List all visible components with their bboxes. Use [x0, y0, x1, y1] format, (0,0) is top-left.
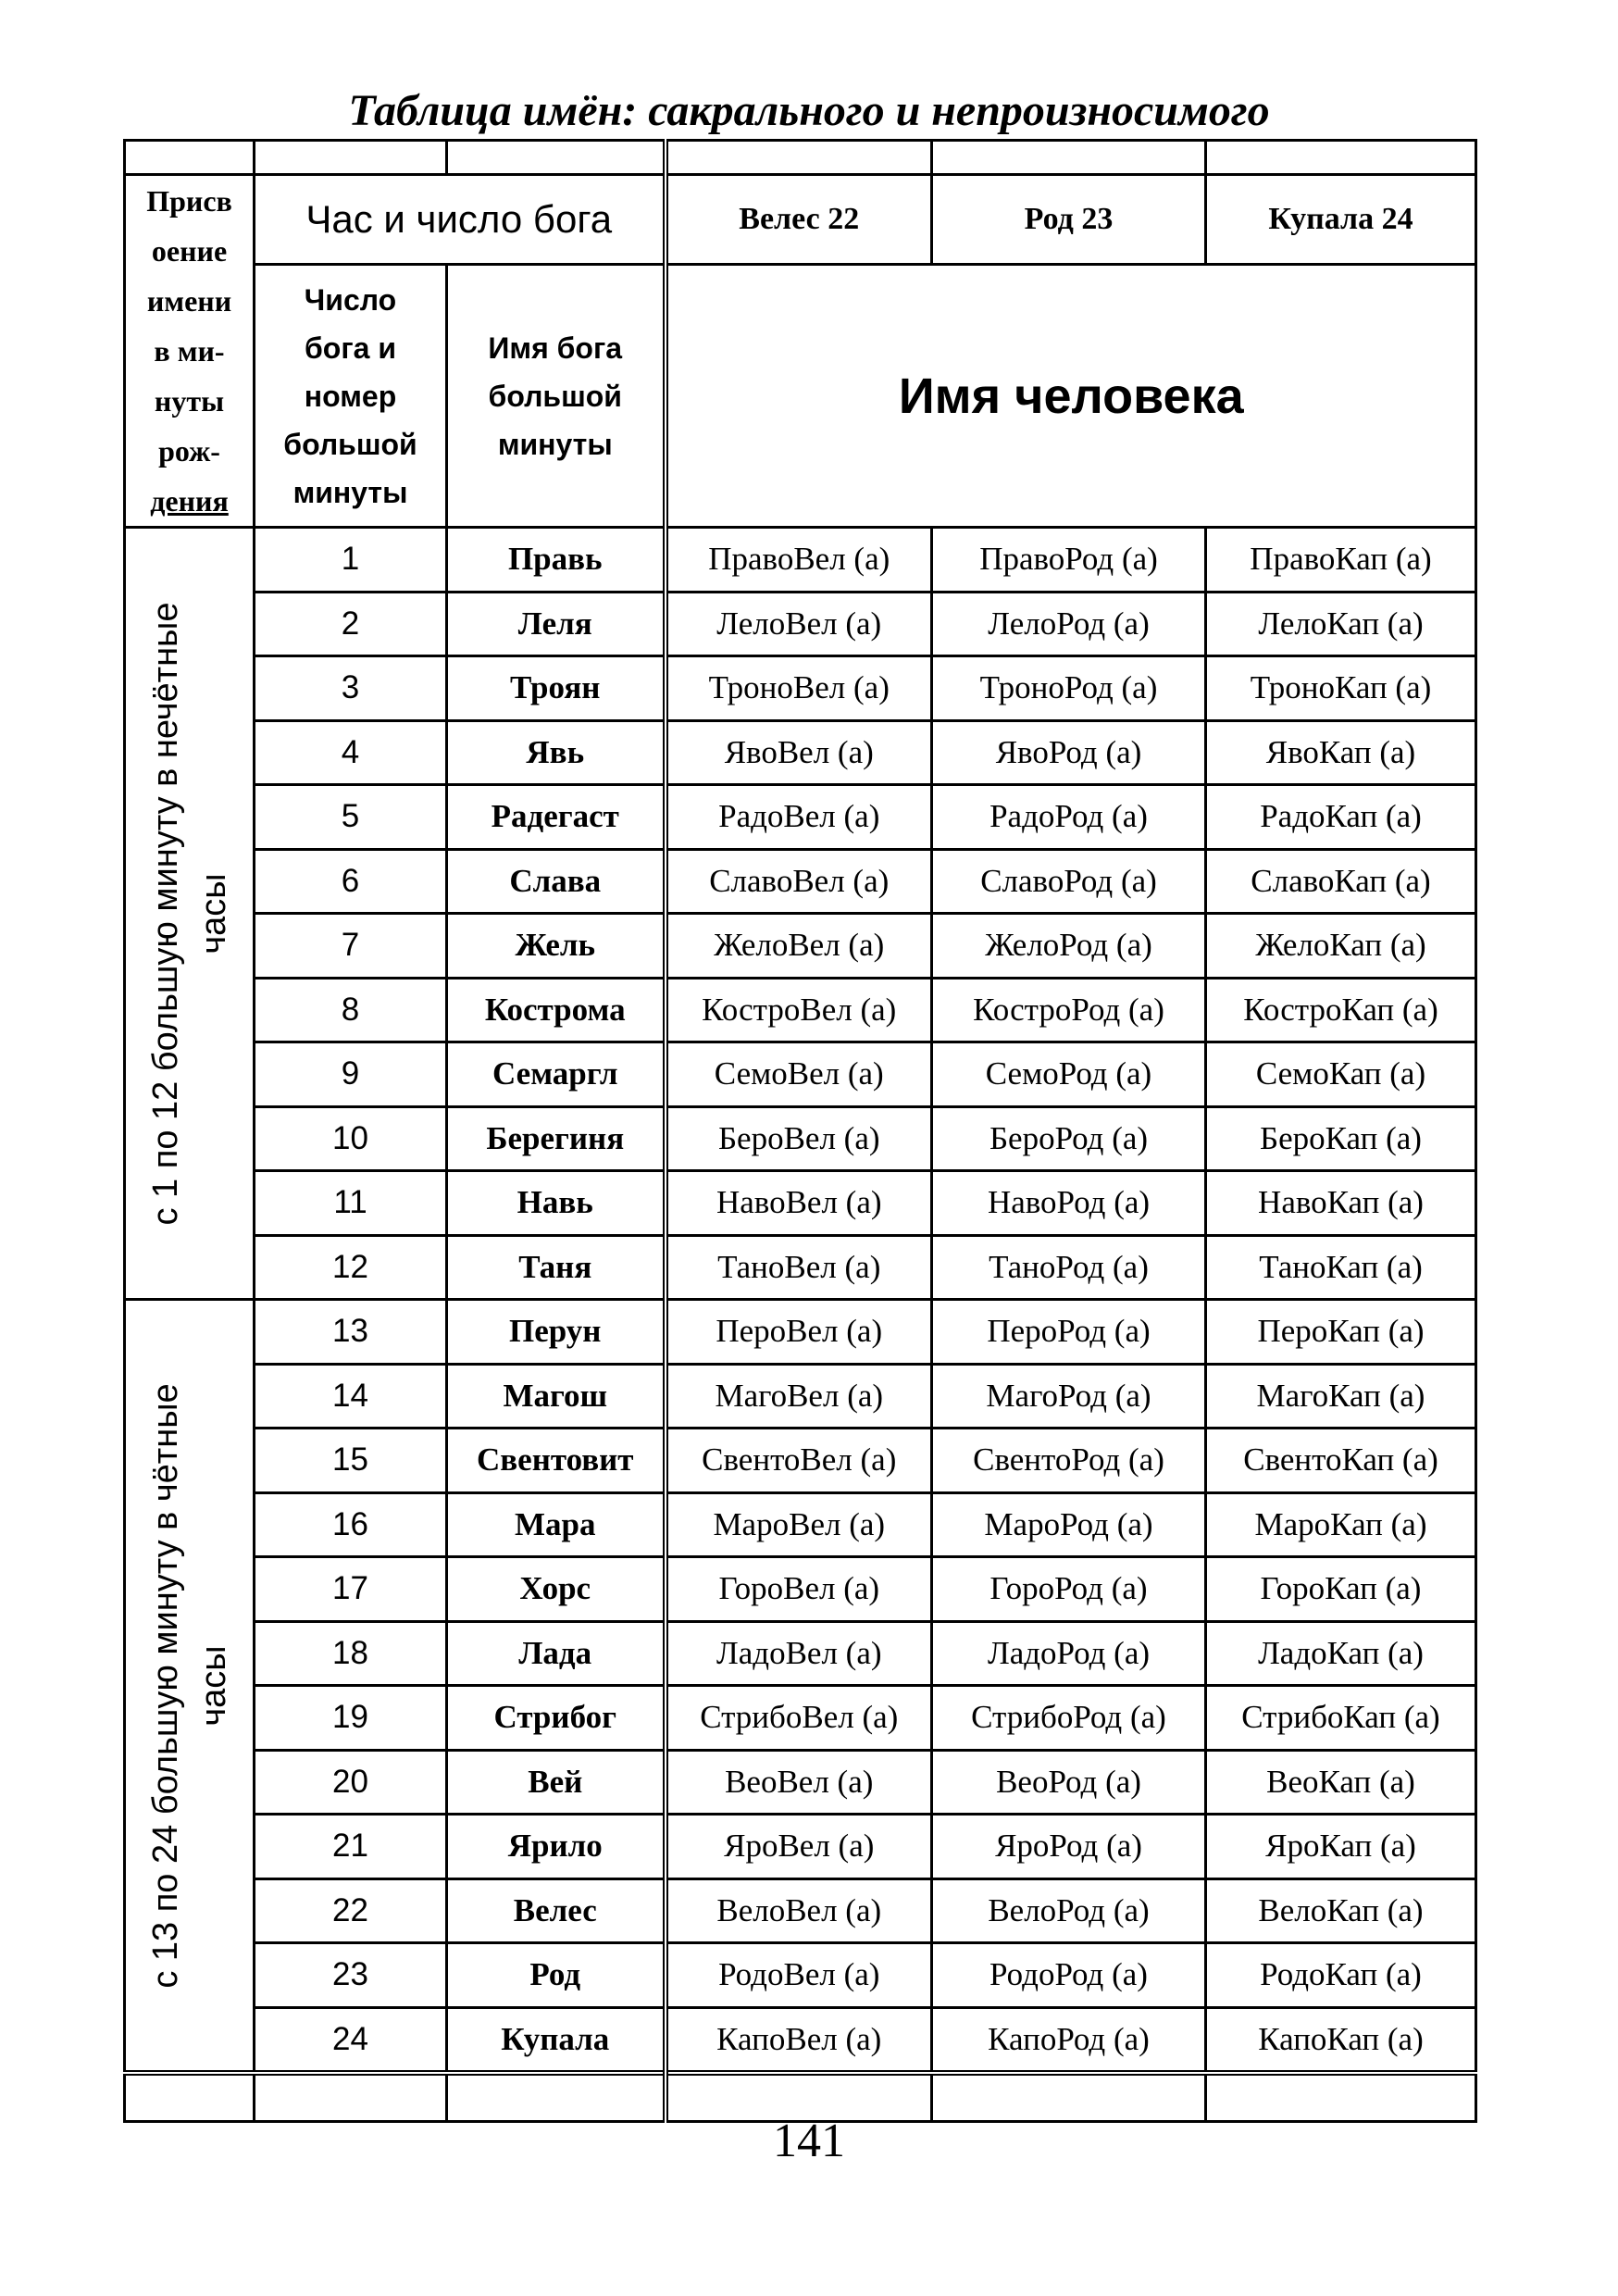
table-row [125, 1364, 1476, 1429]
hour-group-line: с 13 по 24 большую минуту в чётные [145, 1382, 185, 1989]
god-name-header [447, 265, 666, 528]
name-kupala-cell: ПравоКап (а) [1206, 528, 1476, 593]
assignment-header [125, 175, 255, 528]
table-row [125, 1686, 1476, 1751]
table-row [125, 656, 1476, 721]
god-name-cell: Правь [447, 528, 666, 593]
name-kupala-cell: ЯроКап (а) [1206, 1815, 1476, 1879]
name-kupala-cell: ТаноКап (а) [1206, 1235, 1476, 1300]
god-number-cell: 15 [255, 1429, 447, 1493]
table-row [125, 785, 1476, 850]
name-kupala-cell: ВелоКап (а) [1206, 1878, 1476, 1943]
name-kupala-cell: ГороКап (а) [1206, 1557, 1476, 1622]
names-table [123, 139, 1477, 2123]
name-kupala-cell: СтрибоКап (а) [1206, 1686, 1476, 1751]
name-kupala-cell: РадоКап (а) [1206, 785, 1476, 850]
god-name-cell: Лада [447, 1621, 666, 1686]
name-veles-cell: СтрибоВел (а) [666, 1686, 932, 1751]
hour-group-text [142, 602, 238, 1225]
name-rod-cell: ТроноРод (а) [932, 656, 1206, 721]
name-veles-cell: ВеоВел (а) [666, 1750, 932, 1815]
table-row [125, 1300, 1476, 1365]
name-kupala-cell: КапоКап (а) [1206, 2007, 1476, 2073]
god-name-cell: Род [447, 1943, 666, 2008]
name-kupala-cell: ВеоКап (а) [1206, 1750, 1476, 1815]
god-number-cell: 1 [255, 528, 447, 593]
assignment-line: в ми- [154, 334, 225, 368]
name-rod-cell: РадоРод (а) [932, 785, 1206, 850]
assignment-line: имени [146, 284, 232, 318]
table-row [125, 1429, 1476, 1493]
table-row [125, 1492, 1476, 1557]
god-name-cell: Кострома [447, 978, 666, 1042]
name-kupala-cell: ЯвоКап (а) [1206, 720, 1476, 785]
name-rod-cell: СемоРод (а) [932, 1042, 1206, 1107]
name-veles-cell: СвентоВел (а) [666, 1429, 932, 1493]
name-veles-cell: ТроноВел (а) [666, 656, 932, 721]
name-veles-cell: ГороВел (а) [666, 1557, 932, 1622]
god-name-cell: Берегиня [447, 1106, 666, 1171]
table-row [125, 1171, 1476, 1236]
person-name-header: Имя человека [666, 265, 1476, 528]
god-number-cell: 2 [255, 592, 447, 656]
god-name-cell: Мара [447, 1492, 666, 1557]
name-veles-cell: СлавоВел (а) [666, 849, 932, 914]
name-veles-cell: ТаноВел (а) [666, 1235, 932, 1300]
god-name-cell: Вей [447, 1750, 666, 1815]
name-veles-cell: ПравоВел (а) [666, 528, 932, 593]
name-kupala-cell: МагоКап (а) [1206, 1364, 1476, 1429]
god-number-line: бога и [305, 331, 396, 365]
header-row-gods [125, 175, 1476, 265]
table-row [125, 528, 1476, 593]
hour-group-line: с 1 по 12 большую минуту в нечётные [145, 601, 185, 1226]
god-number-cell: 4 [255, 720, 447, 785]
name-kupala-cell: СемоКап (а) [1206, 1042, 1476, 1107]
page-number: 141 [773, 2115, 845, 2167]
assignment-line: нуты [154, 384, 225, 418]
name-rod-cell: ВелоРод (а) [932, 1878, 1206, 1943]
god-name-cell: Навь [447, 1171, 666, 1236]
god-number-cell: 13 [255, 1300, 447, 1365]
name-veles-cell: ЛелоВел (а) [666, 592, 932, 656]
god-number-cell: 22 [255, 1878, 447, 1943]
assignment-header-lines [126, 176, 253, 526]
god-number-cell: 10 [255, 1106, 447, 1171]
god-rod-header: Род 23 [932, 175, 1206, 265]
name-rod-cell: ПероРод (а) [932, 1300, 1206, 1365]
god-name-cell: Хорс [447, 1557, 666, 1622]
god-number-cell: 21 [255, 1815, 447, 1879]
name-veles-cell: СемоВел (а) [666, 1042, 932, 1107]
hour-group-label [125, 528, 255, 1300]
god-number-header [255, 265, 447, 528]
name-rod-cell: СвентоРод (а) [932, 1429, 1206, 1493]
god-number-line: минуты [292, 475, 408, 509]
god-kupala-header: Купала 24 [1206, 175, 1476, 265]
hour-group-line: часы [193, 872, 233, 955]
table-row [125, 1042, 1476, 1107]
god-name-cell: Таня [447, 1235, 666, 1300]
name-rod-cell: МароРод (а) [932, 1492, 1206, 1557]
table-row [125, 1557, 1476, 1622]
god-name-cell: Леля [447, 592, 666, 656]
assignment-line: дения [150, 484, 229, 518]
page-title: Таблица имён: сакрального и непроизносимого [348, 86, 1270, 135]
name-kupala-cell: ЛадоКап (а) [1206, 1621, 1476, 1686]
table-row [125, 1750, 1476, 1815]
name-rod-cell: РодоРод (а) [932, 1943, 1206, 2008]
table-row [125, 978, 1476, 1042]
god-name-cell: Слава [447, 849, 666, 914]
name-kupala-cell: РодоКап (а) [1206, 1943, 1476, 2008]
name-veles-cell: ЯроВел (а) [666, 1815, 932, 1879]
god-number-cell: 7 [255, 914, 447, 979]
table-row [125, 1878, 1476, 1943]
god-number-line: большой [283, 427, 417, 461]
name-rod-cell: НавоРод (а) [932, 1171, 1206, 1236]
table-row [125, 720, 1476, 785]
name-kupala-cell: ЖелоКап (а) [1206, 914, 1476, 979]
hour-group-line: часы [193, 1644, 233, 1727]
table-row [125, 592, 1476, 656]
header-row-subcols [125, 265, 1476, 528]
god-name-line: минуты [497, 427, 613, 461]
god-number-cell: 3 [255, 656, 447, 721]
god-name-cell: Явь [447, 720, 666, 785]
name-rod-cell: КапоРод (а) [932, 2007, 1206, 2073]
name-veles-cell: НавоВел (а) [666, 1171, 932, 1236]
name-veles-cell: РодоВел (а) [666, 1943, 932, 2008]
table-row [125, 2007, 1476, 2073]
god-name-cell: Троян [447, 656, 666, 721]
name-kupala-cell: МароКап (а) [1206, 1492, 1476, 1557]
god-number-line: номер [304, 379, 397, 413]
god-name-cell: Свентовит [447, 1429, 666, 1493]
top-spacer-row [125, 141, 1476, 175]
name-veles-cell: ВелоВел (а) [666, 1878, 932, 1943]
table-row [125, 1815, 1476, 1879]
name-rod-cell: ЯроРод (а) [932, 1815, 1206, 1879]
name-rod-cell: ЛелоРод (а) [932, 592, 1206, 656]
god-name-cell: Семаргл [447, 1042, 666, 1107]
name-kupala-cell: ПероКап (а) [1206, 1300, 1476, 1365]
name-kupala-cell: НавоКап (а) [1206, 1171, 1476, 1236]
god-number-cell: 23 [255, 1943, 447, 2008]
assignment-line: Присв [146, 184, 232, 218]
hour-group-text [142, 1383, 238, 1988]
name-veles-cell: МагоВел (а) [666, 1364, 932, 1429]
name-kupala-cell: КостроКап (а) [1206, 978, 1476, 1042]
name-rod-cell: ГороРод (а) [932, 1557, 1206, 1622]
name-rod-cell: ВеоРод (а) [932, 1750, 1206, 1815]
name-kupala-cell: БероКап (а) [1206, 1106, 1476, 1171]
god-number-cell: 5 [255, 785, 447, 850]
table-row [125, 1106, 1476, 1171]
name-veles-cell: БероВел (а) [666, 1106, 932, 1171]
god-number-cell: 19 [255, 1686, 447, 1751]
name-rod-cell: ТаноРод (а) [932, 1235, 1206, 1300]
table-row [125, 914, 1476, 979]
god-name-cell: Велес [447, 1878, 666, 1943]
assignment-line: рож- [158, 434, 220, 468]
name-veles-cell: РадоВел (а) [666, 785, 932, 850]
god-number-cell: 14 [255, 1364, 447, 1429]
name-veles-cell: КапоВел (а) [666, 2007, 932, 2073]
name-rod-cell: ЖелоРод (а) [932, 914, 1206, 979]
god-number-cell: 12 [255, 1235, 447, 1300]
name-veles-cell: МароВел (а) [666, 1492, 932, 1557]
name-rod-cell: ЯвоРод (а) [932, 720, 1206, 785]
name-veles-cell: КостроВел (а) [666, 978, 932, 1042]
name-rod-cell: ЛадоРод (а) [932, 1621, 1206, 1686]
god-number-cell: 24 [255, 2007, 447, 2073]
god-veles-header: Велес 22 [666, 175, 932, 265]
god-name-cell: Купала [447, 2007, 666, 2073]
hour-group-label [125, 1300, 255, 2074]
name-kupala-cell: ЛелоКап (а) [1206, 592, 1476, 656]
god-number-cell: 16 [255, 1492, 447, 1557]
god-name-cell: Магош [447, 1364, 666, 1429]
name-rod-cell: ПравоРод (а) [932, 528, 1206, 593]
name-veles-cell: ЛадоВел (а) [666, 1621, 932, 1686]
god-name-line: большой [488, 379, 622, 413]
god-number-cell: 11 [255, 1171, 447, 1236]
name-rod-cell: СтрибоРод (а) [932, 1686, 1206, 1751]
name-veles-cell: ЖелоВел (а) [666, 914, 932, 979]
god-name-line: Имя бога [488, 331, 623, 365]
table-row [125, 849, 1476, 914]
name-veles-cell: ПероВел (а) [666, 1300, 932, 1365]
god-name-cell: Стрибог [447, 1686, 666, 1751]
god-number-cell: 20 [255, 1750, 447, 1815]
god-name-cell: Радегаст [447, 785, 666, 850]
god-number-cell: 18 [255, 1621, 447, 1686]
name-rod-cell: БероРод (а) [932, 1106, 1206, 1171]
name-kupala-cell: ТроноКап (а) [1206, 656, 1476, 721]
table-row [125, 1943, 1476, 2008]
god-name-cell: Жель [447, 914, 666, 979]
assignment-line: оение [151, 234, 228, 268]
name-kupala-cell: СвентоКап (а) [1206, 1429, 1476, 1493]
name-veles-cell: ЯвоВел (а) [666, 720, 932, 785]
god-number-cell: 9 [255, 1042, 447, 1107]
name-rod-cell: СлавоРод (а) [932, 849, 1206, 914]
god-number-line: Число [304, 282, 397, 317]
god-number-cell: 17 [255, 1557, 447, 1622]
table-row [125, 1235, 1476, 1300]
name-rod-cell: МагоРод (а) [932, 1364, 1206, 1429]
hour-number-header: Час и число бога [255, 175, 666, 265]
name-rod-cell: КостроРод (а) [932, 978, 1206, 1042]
name-kupala-cell: СлавоКап (а) [1206, 849, 1476, 914]
table-row [125, 1621, 1476, 1686]
god-number-cell: 8 [255, 978, 447, 1042]
god-name-cell: Перун [447, 1300, 666, 1365]
god-name-cell: Ярило [447, 1815, 666, 1879]
god-number-cell: 6 [255, 849, 447, 914]
